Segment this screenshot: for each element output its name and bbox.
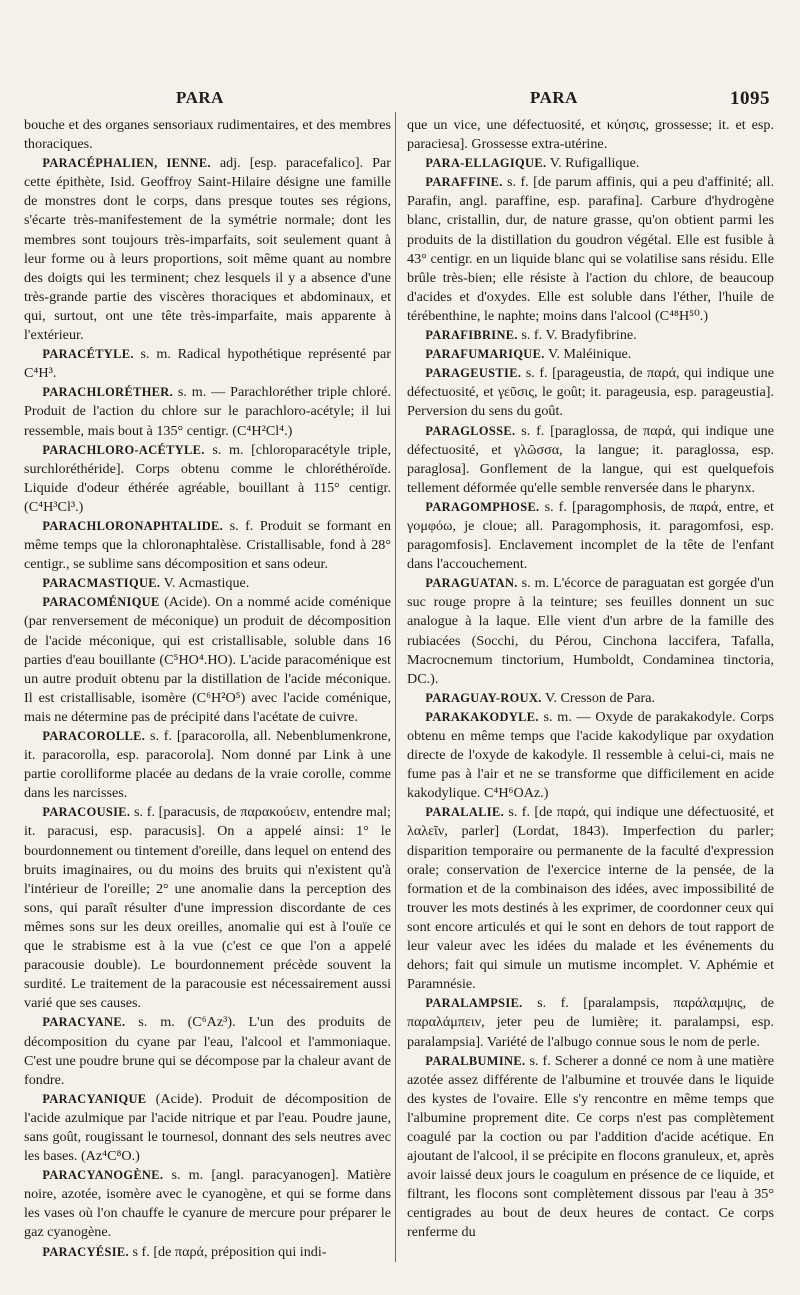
entry-text: (Acide). On a nommé acide coménique (par renversement de méconique) un produit de décomposition de l'acide méconique, qui est cristallisable, soluble dans 16 parties d'eau bouillante (C⁵HO⁴.HO). L'acide paracoménique est un autre produit obtenu par la distillation de l'acide méconique. Il est cristallisable, isomère (C⁶H²O⁵) avec l'acide coménique, mais ne détermine pas de précipité dans l'acétate de cuivre. (24, 594, 391, 725)
entry (407, 498, 774, 574)
entry-headword: PARAGLOSSE. (425, 423, 516, 438)
entry (407, 689, 774, 708)
entry-headword: PARACYANE. (42, 1015, 126, 1030)
left-column (24, 116, 391, 1262)
entry-headword: PARA-ELLAGIQUE. (425, 156, 547, 171)
entry-text: s. m. L'écorce de paraguatan est gorgée d'un suc rouge propre à la teinture; ses feuilles donnent un suc analogue à la laque. Elle vient d'un arbre de la famille des rubiacées (Socchi, du Pérou, Cinchona laccifera, Tafalla, Macrocnemum tinctorium, Humboldt, Condaminea tinctoria, DC.). (407, 575, 774, 687)
entry-continuation (24, 116, 391, 154)
entry (24, 345, 391, 383)
entry (407, 326, 774, 345)
entry-headword: PARACOUSIE. (42, 805, 131, 820)
entry-headword: PARAGOMPHOSE. (425, 499, 540, 514)
entry-text: s. m. [chloroparacétyle triple, surchloréthéride]. Corps obtenu comme le chloréthéroïde. Liquide d'odeur éthérée agréable, bouillant à 115° centigr. (C⁴H³Cl³.) (24, 441, 391, 515)
entry (407, 803, 774, 994)
entry-text: s. m. (C⁶Az³). L'un des produits de décomposition du cyane par l'eau, l'alcool et l'ammoniaque. C'est une poudre brune qui se décompose par la chaleur avant de fondre. (24, 1014, 391, 1088)
entry-text: que un vice, une défectuosité, et κύησις, grossesse; it. et esp. paraciesa]. Grossesse extra-utérine. (407, 117, 774, 153)
entry-text: s. f. Scherer a donné ce nom à une matière azotée assez différente de l'albumine et trouvée dans le liquide des kystes de l'ovaire. Elle s'y rencontre en même temps que l'albumine proprement dite. Ce corps n'est pas complètement coagulé par la coction ou par l'addition d'acide acétique. En ajoutant de l'alcool, il se précipite en flocons granuleux, et, après avoir laissé deux jours le coagulum en présence de ce liquide, et filtrant, les flocons sont complètement dissous par l'eau à 35° centigrades au bout de deux heures de contact. Ce corps renferme du (407, 1052, 774, 1241)
entry (24, 574, 391, 593)
entry (407, 1052, 774, 1243)
entry (24, 1013, 391, 1089)
entry-headword: PARAGUAY-ROUX. (425, 690, 542, 705)
entry-text: s. f. [paragomphosis, de παρά, entre, et γομφόω, je cloue; all. Paragomphosis, it. paragomfosi, esp. paragomfosis]. Enclavement incomplet de la tête de l'enfant dans l'accouchement. (407, 498, 774, 573)
entry-text: s. f. [paraglossa, de παρά, qui indique une défectuosité, et γλῶσσα, la langue; it. paraglossa, esp. paraglosa]. Gonflement de la langue, qui est quelquefois tellement déformée qu'elle semble renversée dans le pharynx. (407, 422, 774, 496)
entry (24, 727, 391, 803)
entry-headword: PARACYANOGÈNE. (42, 1168, 164, 1183)
entry (24, 803, 391, 1013)
entry-text: s. m. — Parachloréther triple chloré. Produit de l'action du chlore sur le parachloro-acétyle; il lui ressemble, mais bout à 135° centigr. (C⁴H²Cl⁴.) (24, 384, 391, 439)
header-center-word: PARA (530, 88, 578, 107)
entry (24, 383, 391, 440)
column-divider (395, 112, 396, 1262)
page-number: 1095 (730, 88, 770, 109)
entry-text: V. Acmastique. (160, 575, 250, 592)
entry-text: s. f. V. Bradyfibrine. (517, 327, 637, 344)
entry (407, 994, 774, 1051)
entry-text: s. f. [de παρά, qui indique une défectuosité, et λαλεῖν, parler] (Lordat, 1843). Imperfection du parler; disparition temporaire ou permanente de la faculté d'expression orale; conservation de l'exercice interne de la pensée, de la formation et de la combinaison des idées, avec impossibilité de trouver les mots destinés à les exprimer, de coordonner ceux qui sont encore articulés et qui le sont en dehors de tout rapport de leur valeur avec les idées du malade et les événements du dehors; fait qui simule un mutisme incomplet. V. Aphémie et Paramnésie. (407, 804, 774, 993)
entry (24, 1166, 391, 1242)
entry-headword: PARAFFINE. (425, 175, 503, 190)
entry (407, 345, 774, 364)
entry-headword: PARALALIE. (425, 805, 505, 820)
entry-text: s. f. [paracorolla, all. Nebenblumenkrone, it. paracorolla, esp. paracorola]. Nom donné par Link à une partie corolliforme placée au dedans de la vraie corolle, comme dans les narcisses. (24, 728, 391, 802)
entry (407, 422, 774, 498)
entry (407, 574, 774, 689)
header-left-word: PARA (176, 88, 224, 107)
entry-headword: PARACÉPHALIEN, IENNE. (42, 156, 211, 171)
entry-text: bouche et des organes sensoriaux rudimentaires, et des membres thoraciques. (24, 117, 391, 153)
entry-headword: PARACMASTIQUE. (42, 576, 161, 591)
entry-text: s. f. [paracusis, de παρακούειν, entendre mal; it. paracusi, esp. paracusis]. On a appelé ainsi: 1° le bourdonnement ou tintement d'oreille, dans lequel on entend des bruits imaginaires, ou du moins des bruits qui n'existent qu'à l'intérieur de l'oreille; 2° une anomalie dans la perception des sons, qui paraît résulter d'une impression discordante de ces mêmes sons sur les deux oreilles, anomalie qui est à l'ouïe ce que le strabisme est à la vue (c'est ce que l'on a appelé paracousie double). Le bourdonnement précède souvent la surdité. Le traitement de la paracousie est nécessairement aussi varié que ses causes. (24, 804, 391, 1012)
entry (24, 1243, 391, 1262)
entry (407, 364, 774, 421)
entry (24, 441, 391, 517)
entry (24, 593, 391, 727)
entry-headword: PARALBUMINE. (425, 1053, 526, 1068)
entry-text: V. Cresson de Para. (541, 689, 656, 706)
entry-text: V. Rufigallique. (546, 155, 640, 172)
entry-text: s. f. Produit se formant en même temps que la chloronaphtalèse. Cristallisable, fond à 28° centigr., se sublime sans décomposition et sans odeur. (24, 517, 391, 573)
entry-headword: PARACYÉSIE. (42, 1244, 129, 1259)
entry (24, 154, 391, 345)
entry-headword: PARACHLORO-ACÉTYLE. (42, 442, 205, 457)
entry (407, 708, 774, 803)
entry (24, 517, 391, 574)
entry-text: s. m. Radical hypothétique représenté par C⁴H³. (24, 346, 391, 382)
entry-headword: PARACOMÉNIQUE (42, 595, 160, 610)
entry-text: s f. [de παρά, préposition qui indi- (128, 1243, 327, 1260)
entry-text: V. Maléinique. (544, 346, 632, 363)
entry-text: s. f. [paralampsis, παράλαμψις, de παραλάμπειν, jeter peu de lumière; it. paralampsi, esp. paralampsia]. Variété de l'albugo connue sous le nom de perle. (407, 995, 774, 1050)
running-header (0, 88, 800, 114)
entry-text: s. m. [angl. paracyanogen]. Matière noire, azotée, isomère avec le cyanogène, et qui se forme dans les vases où l'on chauffe le cyanure de mercure pour préparer le gaz cyanogène. (24, 1167, 391, 1241)
entry-text: s. f. [parageustia, de παρά, qui indique une défectuosité, et γεῦσις, le goût; it. parageusia, esp. parageustia]. Perversion du sens du goût. (407, 365, 774, 420)
entry-headword: PARACOROLLE. (42, 729, 146, 743)
entry-headword: PARACÉTYLE. (42, 347, 134, 362)
entry-continuation (407, 116, 774, 154)
entry-headword: PARAGUATAN. (425, 576, 518, 591)
entry-headword: PARACHLORONAPHTALIDE. (42, 518, 224, 533)
right-column (407, 116, 774, 1243)
entry-text: s. f. [de parum affinis, qui a peu d'affinité; all. Parafin, angl. paraffine, esp. parafina]. Carbure d'hydrogène blanc, cristallin, dur, de nature grasse, qu'on obtient parmi les produits de la distillation du goudron végétal. Elle est fusible à 43° centigr. en un liquide blanc qui se volatilise sans résidu. Elle brûle très-bien; elle résiste à l'action du chlore, de beaucoup d'acides et d'oxydes. Elle est soluble dans l'éther, l'huile de térébenthine, le naphte; moins dans l'alcool (C⁴⁸H⁵⁰.) (407, 174, 774, 324)
entry-headword: PARACHLORÉTHER. (42, 385, 174, 400)
entry-text: s. m. — Oxyde de parakakodyle. Corps obtenu en même temps que l'acide kakodylique par oxydation directe de l'oxyde de kakodyle. Il ressemble à celui-ci, mais ne fume pas à l'air et ne se transforme que difficilement en acide kakodylique. C⁴H⁶OAz.) (407, 708, 774, 802)
entry-headword: PARAKAKODYLE. (425, 709, 539, 724)
entry-text: (Acide). Produit de décomposition de l'acide azulmique par l'acide nitrique et par l'eau. Poudre jaune, sans goût, rougissant le tournesol, donnant des sels neutres avec les bases. (Az⁴C⁸O.) (24, 1090, 391, 1165)
entry (407, 154, 774, 173)
entry (24, 1090, 391, 1166)
entry-headword: PARAGEUSTIE. (425, 366, 522, 381)
entry-headword: PARALAMPSIE. (425, 996, 523, 1011)
entry-headword: PARAFIBRINE. (425, 328, 518, 343)
entry-text: adj. [esp. paracefalico]. Par cette épithète, Isid. Geoffroy Saint-Hilaire désigne une famille de monstres dont le corps, dans presque toutes ses régions, s'écarte très-manifestement de la symétrie normale; dont les membres sont toujours très-imparfaits, soit seulement quant à leur forme ou à leurs proportions, soit même quant au nombre des doigts qui les terminent; chez lesquels il y a absence d'une très-grande partie des viscères thoraciques et abdominaux, et qui, surtout, ont une tête très-imparfaite, mais apparente à l'extérieur. (24, 155, 391, 344)
entry (407, 173, 774, 326)
entry-headword: PARAFUMARIQUE. (425, 347, 545, 362)
entry-headword: PARACYANIQUE (42, 1091, 147, 1106)
